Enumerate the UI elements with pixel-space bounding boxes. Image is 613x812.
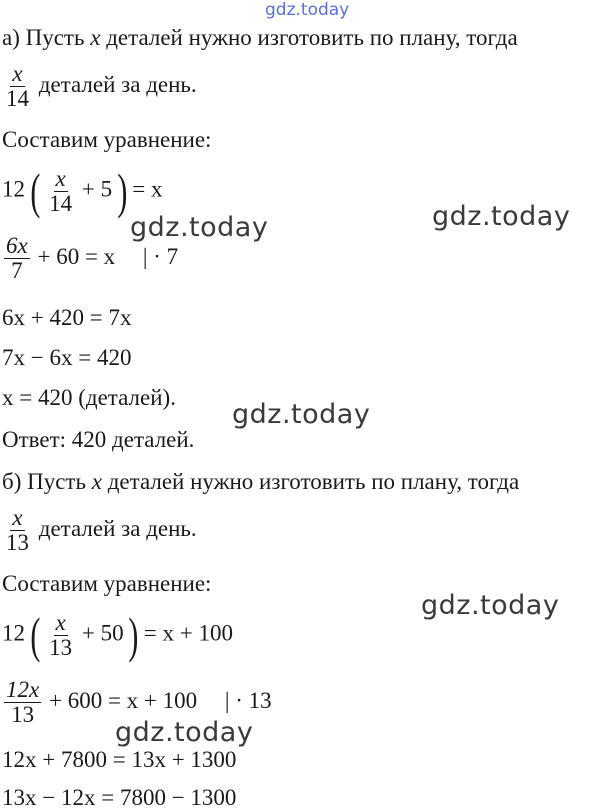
part-b-eq1-num: x <box>55 609 66 635</box>
part-b-fraction-num: x <box>12 505 23 530</box>
part-b-intro <box>2 468 519 496</box>
left-paren: ( <box>30 607 41 663</box>
part-a-intro-prefix: а) Пусть <box>2 25 91 50</box>
part-b-intro-suffix: деталей нужно изготовить по плану, тогда <box>101 469 520 494</box>
part-a-eq2-num: 6x <box>6 233 28 258</box>
watermark: gdz.today <box>432 201 571 232</box>
part-b-eq1-den: 13 <box>49 634 73 660</box>
part-a-eq1-den: 14 <box>49 190 73 216</box>
part-a-per-day-line <box>2 62 197 111</box>
part-b-per-day: деталей за день. <box>38 515 197 541</box>
part-b-intro-var: x <box>91 469 102 494</box>
watermark: gdz.today <box>232 399 371 430</box>
part-a-eq5: x = 420 (деталей). <box>2 385 176 410</box>
part-a-intro <box>2 24 518 52</box>
part-b-eq1-left: 12 <box>2 620 25 646</box>
part-a-eq1 <box>2 163 163 219</box>
right-paren: ) <box>128 607 139 663</box>
part-b-eq2-rest: + 600 = x + 100 <box>48 687 198 713</box>
watermark: gdz.today <box>421 590 560 621</box>
part-a-eq1-left: 12 <box>2 176 25 202</box>
part-a-eq4: 7x − 6x = 420 <box>2 345 132 370</box>
part-a-eq2-fraction <box>4 234 30 283</box>
part-b-eq2-fraction <box>4 678 41 727</box>
right-paren: ) <box>117 163 128 219</box>
part-b-eq1-inner: + 50 <box>81 620 124 646</box>
part-b-fraction <box>4 506 31 555</box>
part-b-eq2-num: 12x <box>6 677 40 702</box>
watermark-top: gdz.today <box>265 0 350 20</box>
part-b-intro-prefix: б) Пусть <box>2 469 92 494</box>
part-a-intro-suffix: деталей нужно изготовить по плану, тогда <box>100 25 518 50</box>
part-a-compose: Составим уравнение: <box>2 127 212 152</box>
part-a-answer: Ответ: 420 деталей. <box>2 427 195 452</box>
part-a-eq1-right: = x <box>132 176 163 202</box>
part-a-eq2-rest: + 60 = x <box>37 243 116 269</box>
part-b-eq2-mult: | · 13 <box>224 687 272 713</box>
part-b-eq3: 12x + 7800 = 13x + 1300 <box>2 747 237 772</box>
part-b-eq1-right: = x + 100 <box>143 620 233 646</box>
part-a-intro-var: x <box>90 25 101 50</box>
part-b-eq1-fraction <box>47 611 74 660</box>
part-a-eq1-fraction <box>47 167 74 216</box>
watermark: gdz.today <box>130 212 269 243</box>
part-b-eq4: 13x − 12x = 7800 − 1300 <box>2 785 237 810</box>
watermark: gdz.today <box>115 717 254 748</box>
part-b-fraction-den: 13 <box>6 530 29 555</box>
part-b-eq1 <box>2 607 233 663</box>
part-a-eq1-num: x <box>55 165 66 191</box>
part-a-eq2-mult: | · 7 <box>142 243 179 269</box>
left-paren: ( <box>30 163 41 219</box>
part-a-eq3: 6x + 420 = 7x <box>2 305 132 330</box>
part-a-fraction-den: 14 <box>6 86 29 111</box>
part-a-eq1-inner: + 5 <box>81 176 113 202</box>
part-a-fraction-num: x <box>12 61 23 86</box>
part-b-compose: Составим уравнение: <box>2 571 212 596</box>
part-a-eq2-den: 7 <box>11 258 23 283</box>
part-b-per-day-line <box>2 506 197 555</box>
part-a-fraction <box>4 62 31 111</box>
part-a-per-day: деталей за день. <box>38 71 197 97</box>
part-b-eq2-den: 13 <box>11 702 35 727</box>
